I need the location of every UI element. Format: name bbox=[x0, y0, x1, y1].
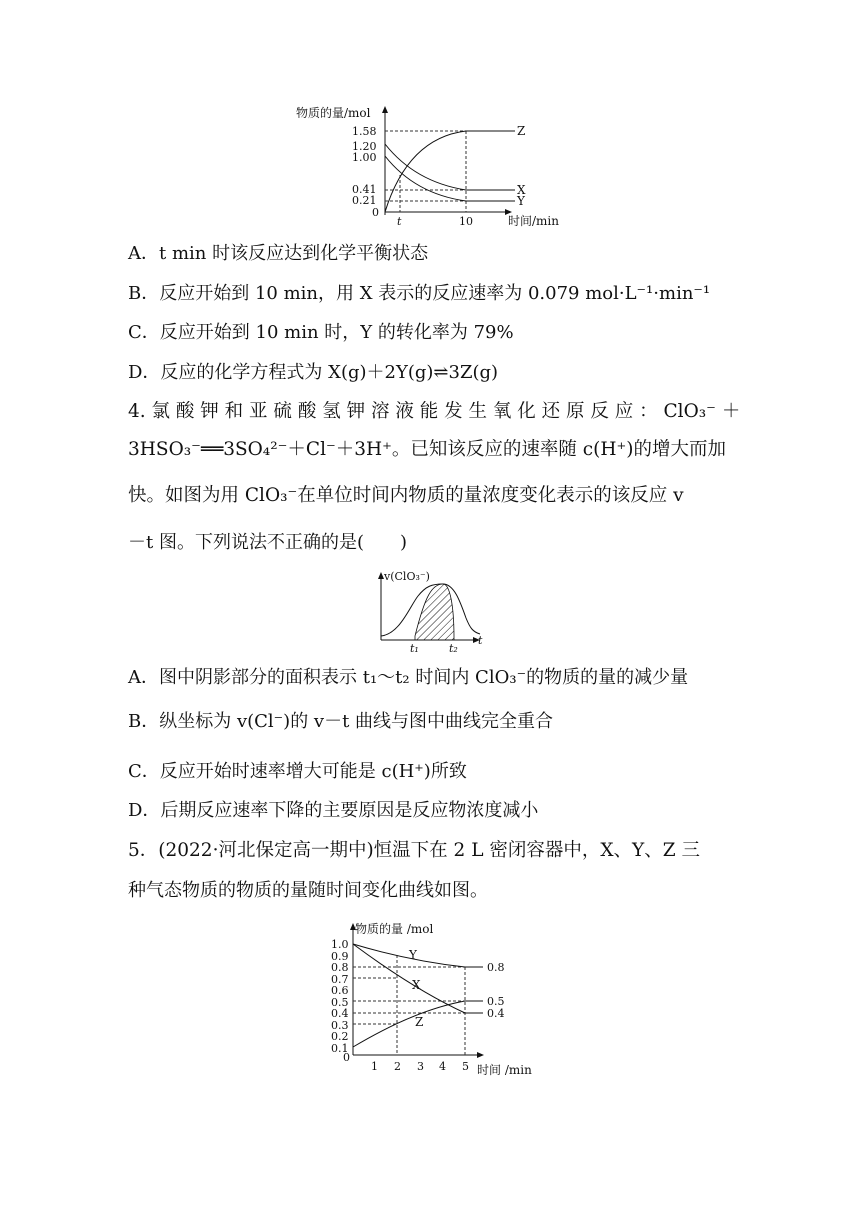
q3-option-d: D．反应的化学方程式为 X(g)＋2Y(g)⇌3Z(g) bbox=[128, 362, 499, 383]
q4-stem-line-3: 快。如图为用 ClO₃⁻在单位时间内物质的量浓度变化表示的该反应 v bbox=[128, 485, 684, 506]
y-tick: 0.8 bbox=[331, 961, 349, 974]
q4-stem-line-4: －t 图。下列说法不正确的是( ) bbox=[128, 532, 407, 553]
x-axis-label: 时间 /min bbox=[477, 1063, 532, 1077]
q4-option-d: D．后期反应速率下降的主要原因是反应物浓度减小 bbox=[128, 800, 539, 821]
y-axis-label: 物质的量/mol bbox=[296, 106, 371, 120]
end-label: 0.5 bbox=[487, 995, 505, 1008]
y-tick: 0.21 bbox=[352, 194, 377, 207]
y-tick: 0.3 bbox=[331, 1019, 349, 1032]
y-axis-label: v(ClO₃⁻) bbox=[384, 570, 430, 583]
q3-option-a: A．t min 时该反应达到化学平衡状态 bbox=[128, 243, 429, 264]
x-axis-arrow bbox=[477, 1052, 484, 1058]
x-tick: 10 bbox=[459, 215, 473, 228]
y-ticks bbox=[331, 938, 350, 1064]
x-tick: 1 bbox=[371, 1060, 378, 1073]
x-tick-t1: t₁ bbox=[410, 642, 419, 655]
q5-stem-line-1: 5．(2022·河北保定高一期中)恒温下在 2 L 密闭容器中，X、Y、Z 三 bbox=[128, 840, 700, 861]
series-label-x: X bbox=[412, 978, 421, 992]
y-tick: 0.9 bbox=[331, 950, 349, 963]
x-tick: 2 bbox=[394, 1060, 401, 1073]
q4-stem-line-2: 3HSO₃⁻══3SO₄²⁻＋Cl⁻＋3H⁺。已知该反应的速率随 c(H⁺)的增大而加 bbox=[128, 439, 726, 460]
series-y-line bbox=[353, 944, 483, 967]
series-x-line bbox=[385, 144, 515, 190]
x-axis-label: 时间/min bbox=[508, 214, 559, 228]
series-label-z: Z bbox=[517, 124, 526, 138]
q4-option-b: B．纵坐标为 v(Cl⁻)的 v－t 曲线与图中曲线完全重合 bbox=[128, 711, 554, 732]
q4-stem-line-1: 4. 氯 酸 钾 和 亚 硫 酸 氢 钾 溶 液 能 发 生 氧 化 还 原 反 应 ： ClO₃⁻ ＋ bbox=[128, 401, 741, 422]
y-tick: 0.1 bbox=[331, 1042, 349, 1055]
y-tick: 1.00 bbox=[352, 151, 377, 164]
x-axis-label: t bbox=[478, 634, 483, 647]
y-tick: 1.20 bbox=[352, 140, 377, 153]
y-axis-label: 物质的量 /mol bbox=[355, 922, 434, 936]
y-tick: 0.7 bbox=[331, 973, 349, 986]
x-tick: 4 bbox=[439, 1060, 446, 1073]
q4-option-c: C．反应开始时速率增大可能是 c(H⁺)所致 bbox=[128, 761, 467, 782]
q4-option-a: A．图中阴影部分的面积表示 t₁～t₂ 时间内 ClO₃⁻的物质的量的减少量 bbox=[128, 667, 689, 688]
y-tick: 0 bbox=[343, 1051, 350, 1064]
q3-option-c: C．反应开始到 10 min 时，Y 的转化率为 79% bbox=[128, 322, 514, 343]
series-y-line bbox=[385, 156, 515, 201]
chart-rate-vs-time bbox=[370, 566, 500, 656]
y-tick: 0.2 bbox=[331, 1030, 349, 1043]
x-tick: 5 bbox=[462, 1060, 469, 1073]
q3-option-b: B．反应开始到 10 min，用 X 表示的反应速率为 0.079 mol·L⁻¹·min⁻¹ bbox=[128, 283, 711, 304]
x-tick: t bbox=[397, 215, 402, 228]
series-label-y: Y bbox=[409, 948, 417, 962]
y-tick: 0.5 bbox=[331, 996, 349, 1009]
series-z-line bbox=[385, 131, 515, 212]
y-axis-arrow bbox=[382, 106, 388, 113]
chart-amount-vs-time-1 bbox=[290, 100, 580, 230]
end-label: 0.8 bbox=[487, 961, 505, 974]
x-tick: 3 bbox=[417, 1060, 424, 1073]
y-tick: 0.41 bbox=[352, 183, 377, 196]
series-label-z: Z bbox=[415, 1015, 424, 1029]
y-tick: 1.58 bbox=[352, 125, 377, 138]
y-tick: 1.0 bbox=[331, 938, 349, 951]
q5-stem-line-2: 种气态物质的物质的量随时间变化曲线如图。 bbox=[128, 880, 488, 901]
y-tick: 0 bbox=[372, 206, 379, 219]
y-tick: 0.6 bbox=[331, 984, 349, 997]
series-label-y: Y bbox=[517, 194, 525, 208]
chart-amount-vs-time-2 bbox=[325, 915, 540, 1080]
end-label: 0.4 bbox=[487, 1007, 505, 1020]
x-tick-t2: t₂ bbox=[449, 642, 458, 655]
series-label-x: X bbox=[517, 183, 526, 197]
y-tick: 0.4 bbox=[331, 1007, 349, 1020]
